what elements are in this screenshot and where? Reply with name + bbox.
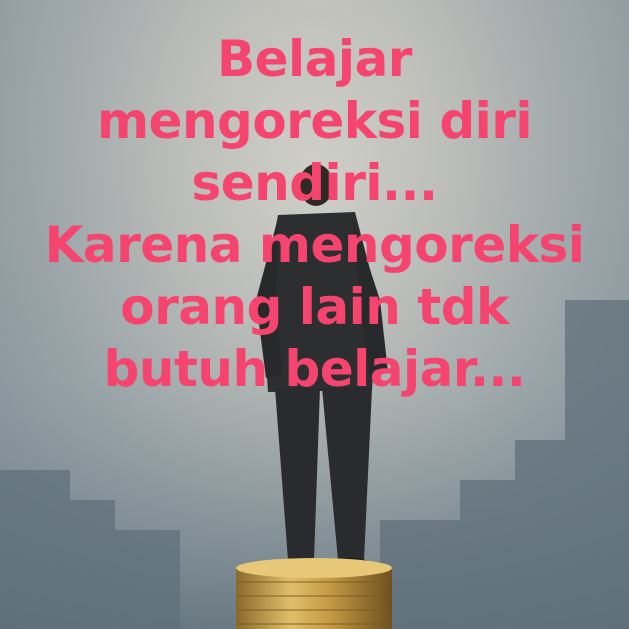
coin-stack <box>236 558 392 629</box>
quote-line-5: orang lain tdk <box>120 278 509 336</box>
quote-line-4: Karena mengoreksi <box>44 216 585 274</box>
quote-line-2: mengoreksi diri <box>96 92 533 150</box>
quote-line-6: butuh belajar... <box>103 340 526 398</box>
quote-text <box>0 28 629 400</box>
quote-line-1: Belajar <box>217 30 412 88</box>
quote-line-3: sendiri... <box>191 154 438 212</box>
